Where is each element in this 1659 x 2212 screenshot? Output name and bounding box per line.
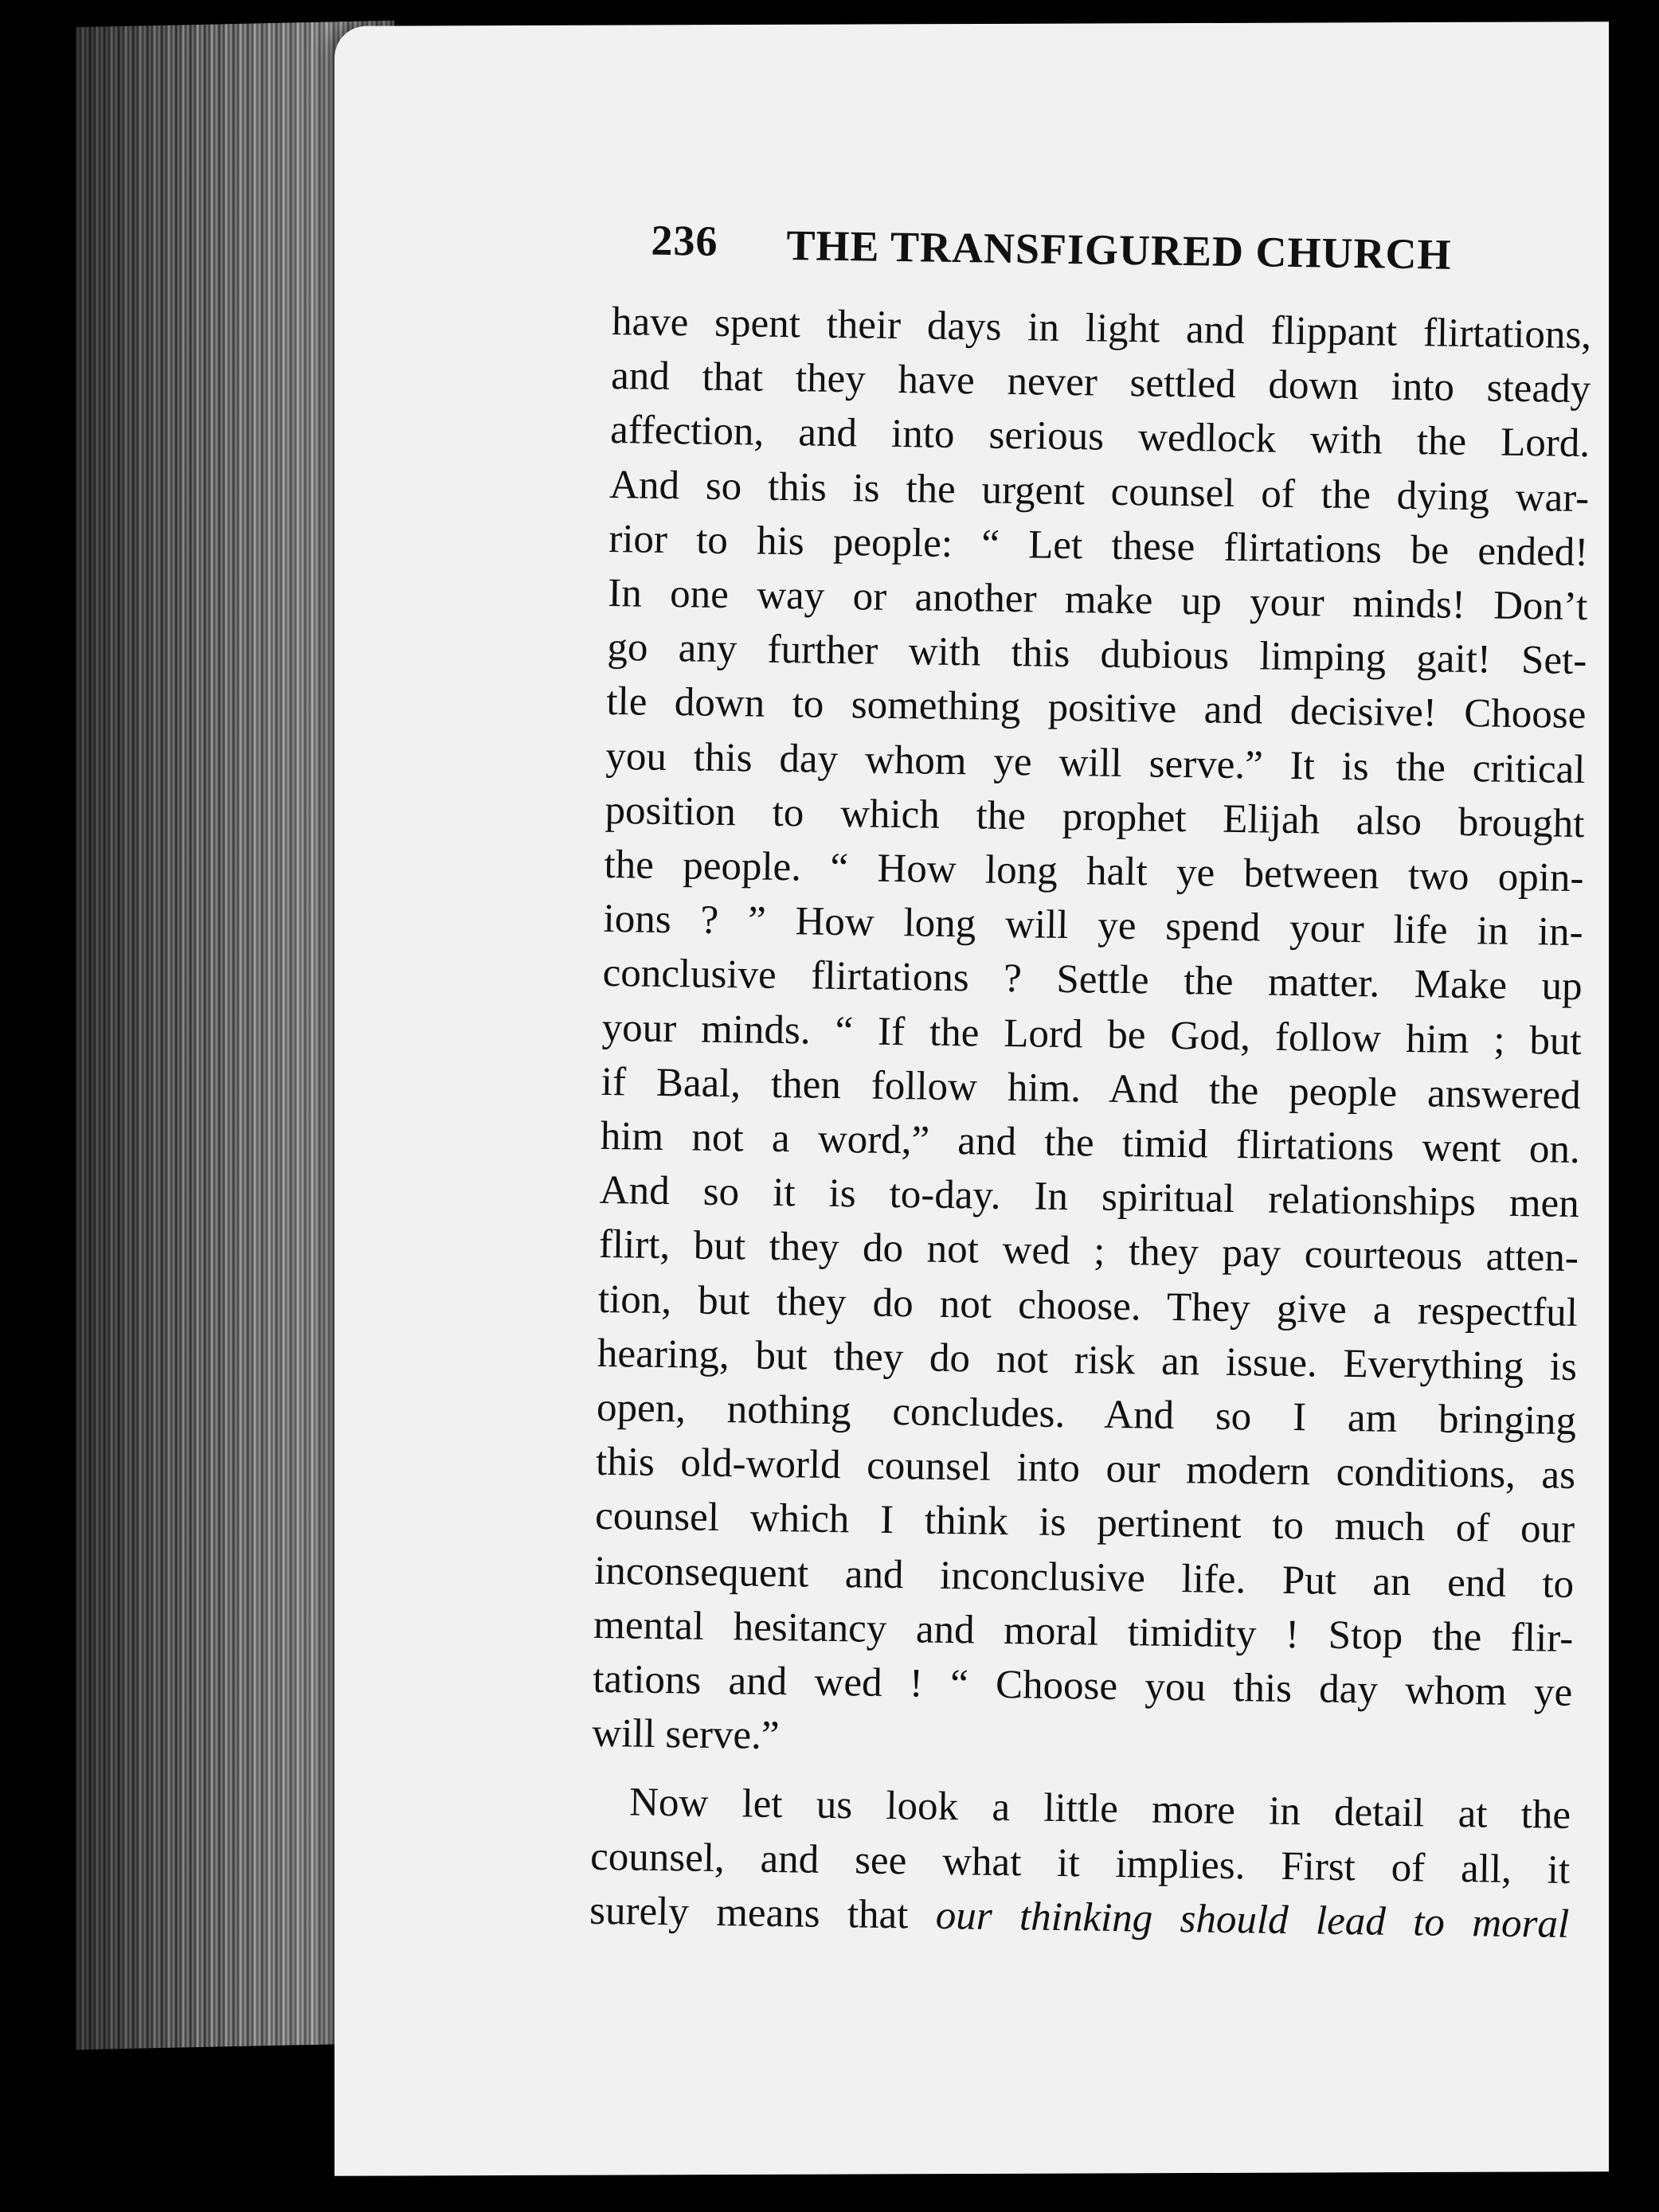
text-line: open, nothing concludes. And so I am bringing [596, 1385, 1577, 1444]
running-title: THE TRANSFIGURED CHURCH [786, 221, 1452, 279]
text-line: flirt, but they do not wed ; they pay courteous atten- [598, 1222, 1579, 1281]
text-line: if Baal, then follow him. And the people answered [601, 1059, 1582, 1118]
text-line: will serve.” [591, 1711, 780, 1759]
text-line: you this day whom ye will serve.” It is the critical [605, 733, 1586, 792]
running-head [612, 215, 1593, 308]
text-line: this old-world counsel into our modern conditions, as [595, 1440, 1576, 1499]
text-line: hearing, but they do not risk an issue. Everything is [597, 1331, 1578, 1389]
text-italic: our thinking should lead to moral [935, 1893, 1570, 1947]
paragraph-2 [589, 1775, 1571, 1952]
text-line: tations and wed ! “ Choose you this day whom ye [592, 1656, 1573, 1716]
text-line: In one way or another make up your minds! Don’t [607, 570, 1588, 630]
text-line: And so this is the urgent counsel of the dying war- [608, 462, 1590, 521]
page-number: 236 [651, 216, 718, 265]
text-line: inconsequent and inconclusive life. Put an end to [593, 1548, 1575, 1607]
page-content [589, 215, 1593, 1952]
text-line: counsel which I think is pertinent to much of our [594, 1494, 1575, 1553]
text-line: conclusive flirtations ? Settle the matter. Make up [602, 951, 1583, 1010]
text-line: rior to his people: “ Let these flirtations be ended! [608, 516, 1589, 575]
text-line: go any further with this dubious limping gait! Set- [607, 625, 1587, 684]
text-line: And so it is to-day. In spiritual relationships men [599, 1168, 1580, 1227]
text-line: affection, and into serious wedlock with the Lord. [609, 408, 1591, 467]
text-line: and that they have never settled down into steady [610, 354, 1591, 412]
text-line: the people. “ How long halt ye between two opin- [604, 842, 1584, 901]
text-line: tion, but they do not choose. They give a respectful [597, 1276, 1579, 1335]
paragraph-1 [592, 295, 1592, 1774]
text-line: Now let us look a little more in detail at the [628, 1780, 1571, 1839]
text-plain: surely means that [589, 1888, 909, 1938]
text-line: him not a word,” and the timid flirtations went on. [600, 1113, 1581, 1173]
text-line: position to which the prophet Elijah also brought [605, 787, 1585, 846]
text-line: counsel, and see what it implies. First of all, it [589, 1834, 1571, 1893]
text-line: have spent their days in light and flippant flirtations, [611, 299, 1592, 358]
text-line: your minds. “ If the Lord be God, follow him ; but [601, 1005, 1583, 1064]
text-line: tle down to something positive and decisive! Choose [606, 679, 1587, 738]
text-line: mental hesitancy and moral timidity ! Stop the flir- [593, 1602, 1574, 1661]
text-line: ions ? ” How long will ye spend your life in in- [603, 897, 1583, 956]
